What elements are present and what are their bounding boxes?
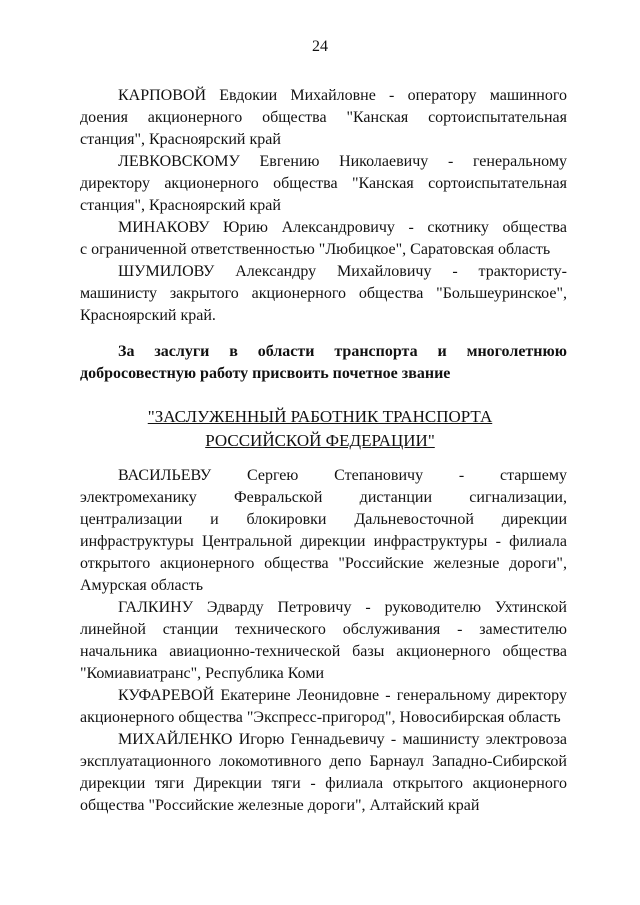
awardee-entry-line: машинисту закрытого акционерного общества "Большеуринское", [80, 285, 567, 302]
awardee-entry [80, 151, 567, 217]
transport-awardee-entry [80, 685, 567, 729]
transport-awardee-entry-line: централизации и блокировки Дальневосточной дирекции [80, 511, 567, 528]
transport-awardee-entry-line: дирекции тяги Дирекции тяги - филиала открытого акционерного [80, 775, 567, 792]
awardee-entry-line: директору акционерного общества "Канская сортоиспытательная [80, 175, 567, 192]
transport-awardee-entry [80, 597, 567, 685]
transport-awardee-entry-line: начальника авиационно-технической базы акционерного общества [80, 643, 567, 660]
transport-awardee-entry-line: ГАЛКИНУ Эдварду Петровичу - руководителю Ухтинской [118, 599, 567, 616]
awardee-list-1 [80, 85, 567, 327]
award-heading [80, 341, 567, 385]
awardee-entry [80, 85, 567, 151]
transport-awardee-entry [80, 729, 567, 817]
transport-awardee-entry [80, 465, 567, 597]
transport-awardee-entry-line: открытого акционерного общества "Российские железные дороги", [80, 555, 567, 572]
awardee-list-2 [80, 465, 567, 817]
awardee-entry-line: станция", Красноярский край [80, 197, 281, 214]
transport-awardee-entry-line: КУФАРЕВОЙ Екатерине Леонидовне - генеральному директору [118, 687, 567, 704]
award-heading-line-1: За заслуги в области транспорта и многолетнюю [118, 343, 567, 360]
awardee-entry-line: КАРПОВОЙ Евдокии Михайловне - оператору машинного [118, 87, 567, 104]
awardee-entry-line: ЛЕВКОВСКОМУ Евгению Николаевичу - генеральному [118, 153, 567, 170]
awardee-entry-line: ШУМИЛОВУ Александру Михайловичу - трактористу- [118, 263, 567, 280]
transport-awardee-entry-line: электромеханику Февральской дистанции сигнализации, [80, 489, 567, 506]
transport-awardee-entry-line: общества "Российские железные дороги", Алтайский край [80, 797, 480, 814]
transport-awardee-entry-line: инфраструктуры Центральной дирекции инфраструктуры - филиала [80, 533, 567, 550]
transport-awardee-entry-line: "Комиавиатранс", Республика Коми [80, 665, 324, 682]
award-heading-line-2: добросовестную работу присвоить почетное звание [80, 365, 451, 382]
awardee-entry [80, 217, 567, 261]
honorary-title-line-2: РОССИЙСКОЙ ФЕДЕРАЦИИ" [205, 431, 435, 450]
awardee-entry-line: МИНАКОВУ Юрию Александровичу - скотнику общества [118, 219, 567, 236]
awardee-entry-line: станция", Красноярский край [80, 131, 281, 148]
transport-awardee-entry-line: эксплуатационного локомотивного депо Барнаул Западно-Сибирской [80, 753, 567, 770]
awardee-entry-line: доения акционерного общества "Канская сортоиспытательная [80, 109, 567, 126]
transport-awardee-entry-line: ВАСИЛЬЕВУ Сергею Степановичу - старшему [118, 467, 567, 484]
transport-awardee-entry-line: линейной станции технического обслуживания - заместителю [80, 621, 567, 638]
transport-awardee-entry-line: акционерного общества "Экспресс-пригород", Новосибирская область [80, 709, 561, 726]
page-number: 24 [312, 38, 328, 55]
awardee-entry-line: с ограниченной ответственностью "Любицкое", Саратовская область [80, 241, 551, 258]
awardee-entry [80, 261, 567, 327]
transport-awardee-entry-line: МИХАЙЛЕНКО Игорю Геннадьевичу - машинисту электровоза [118, 731, 567, 748]
awardee-entry-line: Красноярский край. [80, 307, 216, 324]
honorary-title-line-1: "ЗАСЛУЖЕННЫЙ РАБОТНИК ТРАНСПОРТА [147, 407, 493, 426]
transport-awardee-entry-line: Амурская область [80, 577, 203, 594]
